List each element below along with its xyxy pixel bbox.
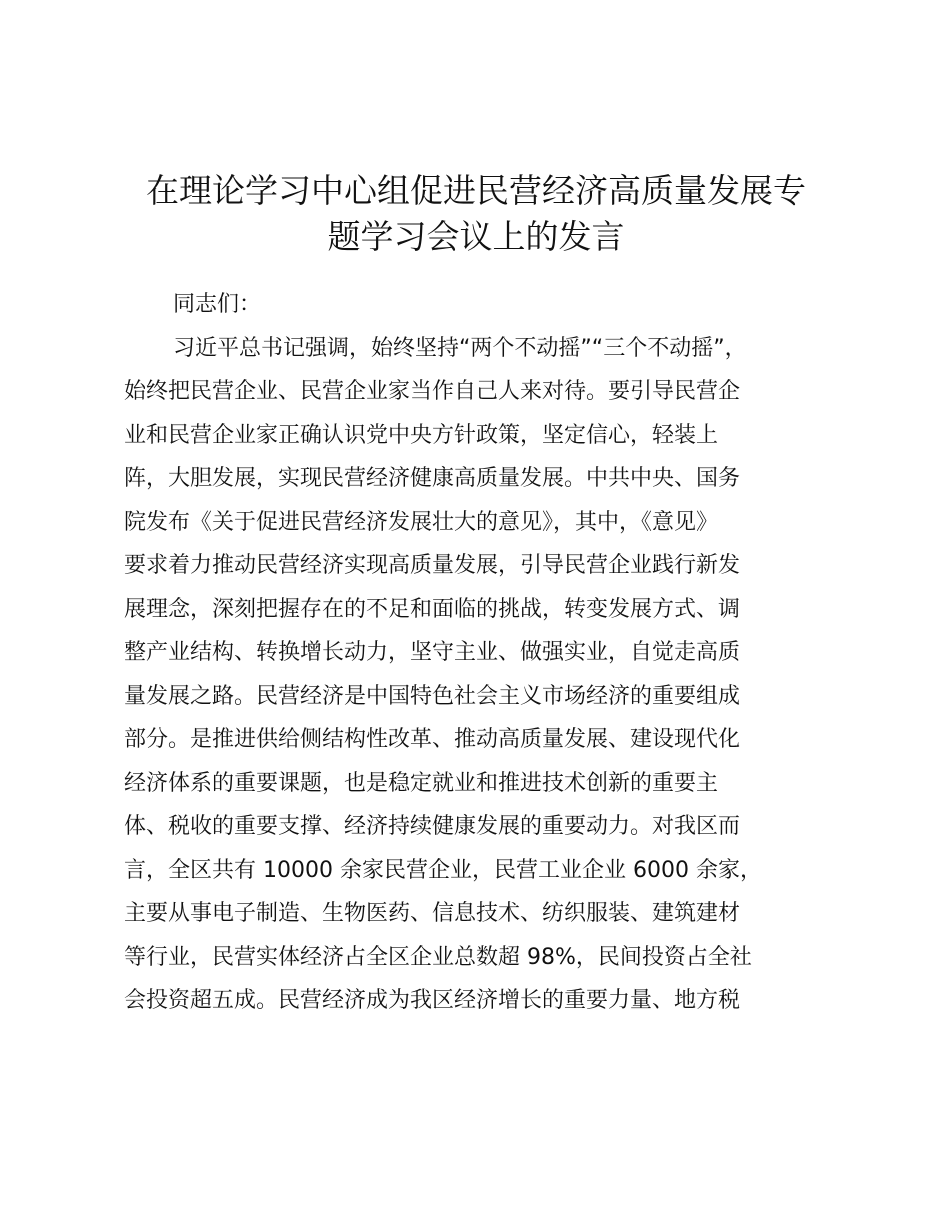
paragraph-line: 业和民营企业家正确认识党中央方针政策，坚定信心，轻装上 [124,422,719,448]
paragraph-line: 院发布《关于促进民营经济发展壮大的意见》，其中，《意见》 [124,509,719,535]
document-title [120,168,832,260]
paragraph-line: 整产业结构、转换增长动力，坚守主业、做强实业，自觉走高质 [124,640,741,665]
title-line: 题学习会议上的发言 [327,217,625,256]
paragraph-line: 会投资超五成。民营经济成为我区经济增长的重要力量、地方税 [124,988,741,1013]
paragraph-line: 展理念，深刻把握存在的不足和面临的挑战，转变发展方式、调 [124,596,741,622]
salutation: 同志们： [173,292,262,317]
document-body [124,283,832,1023]
paragraph-line: 始终把民营企业、民营企业家当作自己人来对待。要引导民营企 [124,379,741,404]
paragraph-line: 经济体系的重要课题，也是稳定就业和推进技术创新的重要主 [124,770,719,796]
title-line: 在理论学习中心组促进民营经济高质量发展专 [146,171,806,210]
paragraph-line: 部分。是推进供给侧结构性改革、推动高质量发展、建设现代化 [124,727,741,752]
paragraph-line: 主要从事电子制造、生物医药、信息技术、纺织服装、建筑建材 [124,901,741,926]
paragraph-line: 言，全区共有 10000 余家民营企业，民营工业企业 6000 余家， [124,857,762,883]
paragraph-line: 量发展之路。民营经济是中国特色社会主义市场经济的重要组成 [124,683,741,709]
paragraph-line: 阵，大胆发展，实现民营经济健康高质量发展。中共中央、国务 [124,466,741,491]
paragraph-line: 要求着力推动民营经济实现高质量发展，引导民营企业践行新发 [124,553,741,578]
paragraph-line: 体、税收的重要支撑、经济持续健康发展的重要动力。对我区而 [124,814,741,839]
paragraph-line: 等行业，民营实体经济占全区企业总数超 98%，民间投资占全社 [124,944,752,970]
paragraph-line: 习近平总书记强调，始终坚持“两个不动摇”“三个不动摇”， [173,335,747,361]
